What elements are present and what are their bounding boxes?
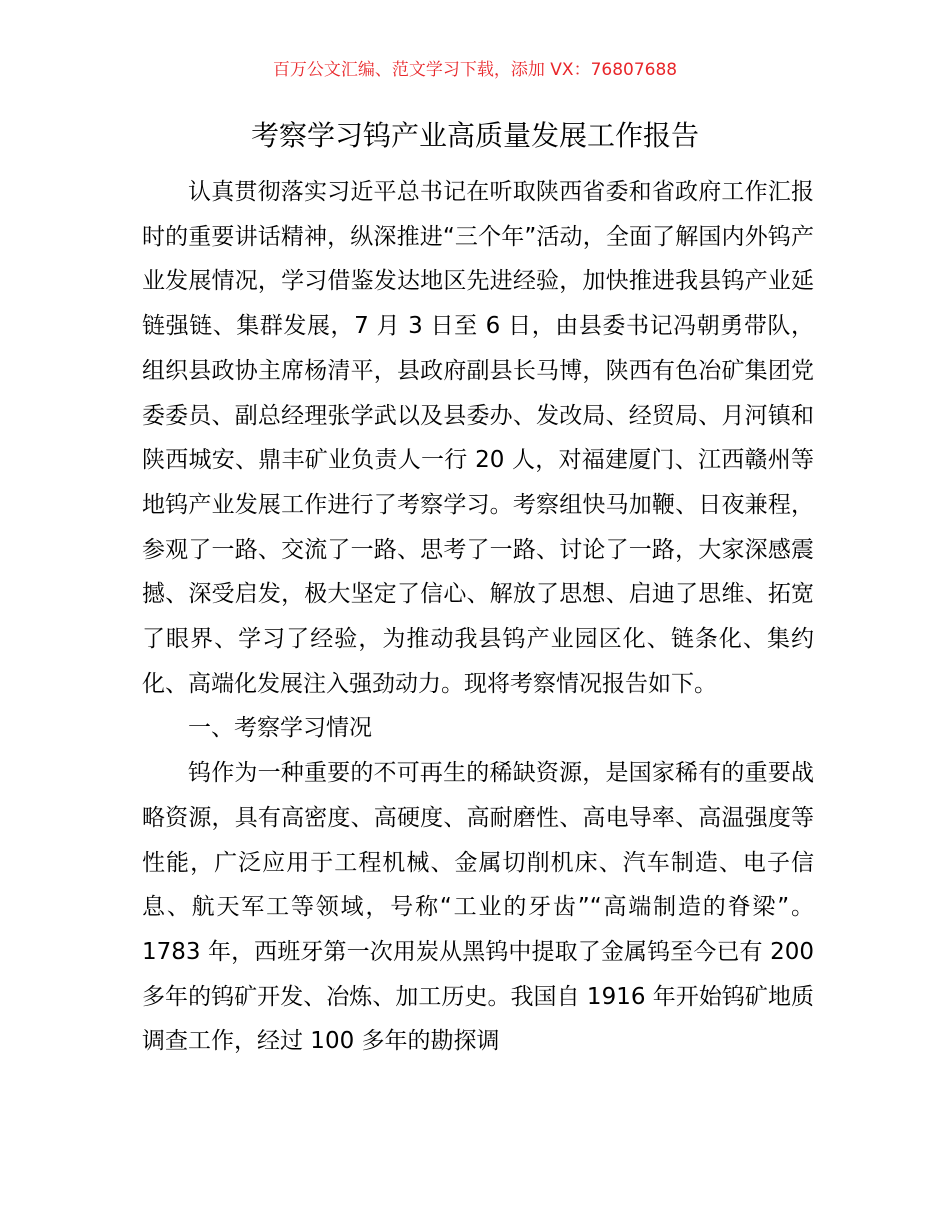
paragraph-intro: 认真贯彻落实习近平总书记在听取陕西省委和省政府工作汇报时的重要讲话精神，纵深推进“三个年”活动，全面了解国内外钨产业发展情况，学习借鉴发达地区先进经验，加快推进我县钨产业延链强链、集群发展，7 月 3 日至 6 日，由县委书记冯朝勇带队，组织县政协主席杨清平，县政府副县长马博，陕西有色冶矿集团党委委员、副总经理张学武以及县委办、发改局、经贸局、月河镇和陕西城安、鼎丰矿业负责人一行 20 人，对福建厦门、江西赣州等地钨产业发展工作进行了考察学习。考察组快马加鞭、日夜兼程，参观了一路、交流了一路、思考了一路、讨论了一路，大家深感震撼、深受启发，极大坚定了信心、解放了思想、启迪了思维、拓宽了眼界、学习了经验，为推动我县钨产业园区化、链条化、集约化、高端化发展注入强劲动力。现将考察情况报告如下。 — [142, 179, 814, 697]
paragraph-tungsten-overview: 钨作为一种重要的不可再生的稀缺资源，是国家稀有的重要战略资源，具有高密度、高硬度、高耐磨性、高电导率、高温强度等性能，广泛应用于工程机械、金属切削机床、汽车制造、电子信息、航天军工等领域，号称“工业的牙齿”“高端制造的脊梁”。1783 年，西班牙第一次用炭从黑钨中提取了金属钨至今已有 200 多年的钨矿开发、冶炼、加工历史。我国自 1916 年开始钨矿地质调查工作，经过 100 多年的勘探调 — [142, 760, 814, 1055]
document-title: 考察学习钨产业高质量发展工作报告 — [250, 119, 699, 152]
header-banner: 百万公文汇编、范文学习下载，添加 VX：76807688 — [272, 60, 678, 80]
document-body — [142, 170, 814, 1064]
section-heading-1: 一、考察学习情况 — [188, 715, 372, 742]
